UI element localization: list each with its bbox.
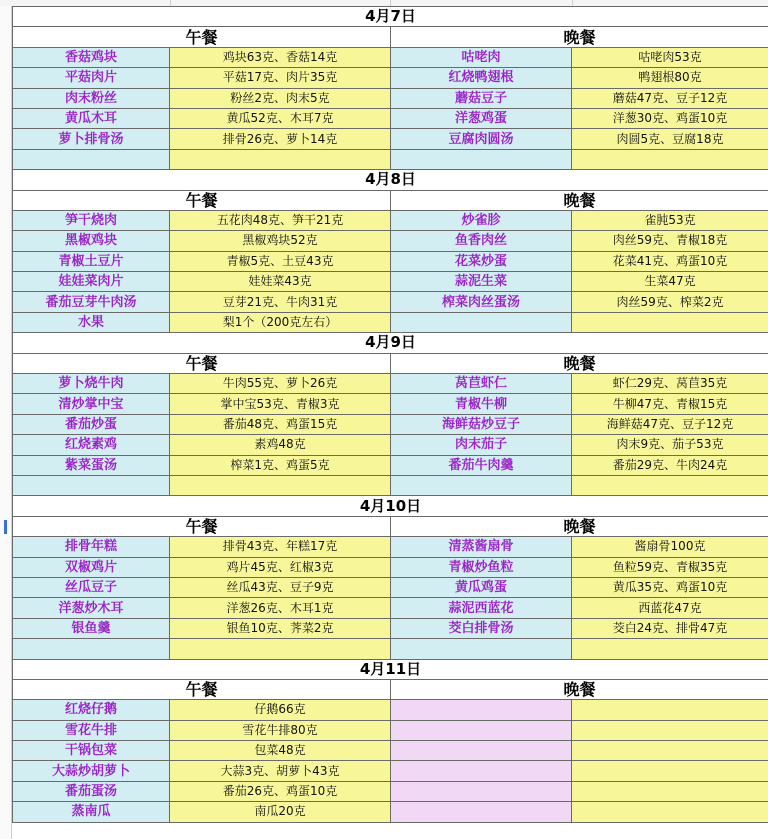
table-row	[13, 455, 768, 475]
table-row	[13, 577, 768, 597]
lunch-dish-cell[interactable]: 香菇鸡块	[13, 47, 170, 67]
lunch-ingredients-cell[interactable]: 包菜48克	[170, 741, 391, 761]
lunch-ingredients-cell[interactable]: 仔鹅66克	[170, 700, 391, 720]
dinner-dish-cell[interactable]: 青椒炒鱼粒	[391, 557, 572, 577]
lunch-ingredients-cell[interactable]: 青椒5克、土豆43克	[170, 251, 391, 271]
weekly-menu-table	[12, 6, 768, 823]
table-row	[13, 108, 768, 128]
lunch-ingredients-cell[interactable]: 豆芽21克、牛肉31克	[170, 292, 391, 312]
dinner-ingredients-cell[interactable]: 黄瓜35克、鸡蛋10克	[572, 577, 768, 597]
dinner-ingredients-cell[interactable]	[572, 720, 768, 740]
table-row	[13, 149, 768, 169]
dinner-header-cell[interactable]: 晚餐	[391, 353, 768, 373]
dinner-ingredients-cell[interactable]: 虾仁29克、莴苣35克	[572, 374, 768, 394]
lunch-dish-cell[interactable]: 笋干烧肉	[13, 210, 170, 230]
dinner-header-cell[interactable]: 晚餐	[391, 516, 768, 536]
date-row	[13, 7, 768, 27]
lunch-dish-cell[interactable]: 干锅包菜	[13, 741, 170, 761]
lunch-ingredients-cell[interactable]: 鸡片45克、红椒3克	[170, 557, 391, 577]
dinner-dish-cell[interactable]: 豆腐肉圆汤	[391, 129, 572, 149]
table-row	[13, 251, 768, 271]
lunch-dish-cell[interactable]: 紫菜蛋汤	[13, 455, 170, 475]
lunch-dish-cell[interactable]: 番茄炒蛋	[13, 414, 170, 434]
lunch-ingredients-cell[interactable]: 黑椒鸡块52克	[170, 231, 391, 251]
dinner-ingredients-cell[interactable]: 鱼粒59克、青椒35克	[572, 557, 768, 577]
dinner-header-cell[interactable]: 晚餐	[391, 679, 768, 699]
lunch-ingredients-cell[interactable]: 雪花牛排80克	[170, 720, 391, 740]
dinner-dish-cell[interactable]	[391, 149, 572, 169]
dinner-dish-cell[interactable]: 鱼香肉丝	[391, 231, 572, 251]
dinner-dish-cell[interactable]: 蒜泥生菜	[391, 272, 572, 292]
table-row	[13, 781, 768, 801]
dinner-ingredients-cell[interactable]	[572, 741, 768, 761]
lunch-ingredients-cell[interactable]: 南瓜20克	[170, 802, 391, 822]
dinner-ingredients-cell[interactable]: 肉丝59克、榨菜2克	[572, 292, 768, 312]
lunch-ingredients-cell[interactable]: 黄瓜52克、木耳7克	[170, 108, 391, 128]
menu-spreadsheet	[12, 6, 768, 823]
meal-header-row	[13, 516, 768, 536]
dinner-ingredients-cell[interactable]	[572, 312, 768, 332]
lunch-header-cell[interactable]: 午餐	[13, 190, 391, 210]
lunch-dish-cell[interactable]: 青椒土豆片	[13, 251, 170, 271]
lunch-ingredients-cell[interactable]: 洋葱26克、木耳1克	[170, 598, 391, 618]
dinner-dish-cell[interactable]	[391, 781, 572, 801]
dinner-dish-cell[interactable]: 海鲜菇炒豆子	[391, 414, 572, 434]
lunch-dish-cell[interactable]	[13, 475, 170, 495]
dinner-ingredients-cell[interactable]: 肉丝59克、青椒18克	[572, 231, 768, 251]
lunch-dish-cell[interactable]: 丝瓜豆子	[13, 577, 170, 597]
dinner-ingredients-cell[interactable]	[572, 802, 768, 822]
table-row	[13, 129, 768, 149]
table-row	[13, 435, 768, 455]
dinner-ingredients-cell[interactable]: 花菜41克、鸡蛋10克	[572, 251, 768, 271]
dinner-ingredients-cell[interactable]: 咕咾肉53克	[572, 47, 768, 67]
date-cell[interactable]: 4月7日	[13, 7, 768, 27]
dinner-dish-cell[interactable]: 肉末茄子	[391, 435, 572, 455]
dinner-dish-cell[interactable]: 炒雀胗	[391, 210, 572, 230]
table-row	[13, 700, 768, 720]
row-header-strip	[0, 6, 12, 839]
dinner-ingredients-cell[interactable]: 洋葱30克、鸡蛋10克	[572, 108, 768, 128]
dinner-ingredients-cell[interactable]	[572, 149, 768, 169]
lunch-header-cell[interactable]: 午餐	[13, 679, 391, 699]
lunch-dish-cell[interactable]	[13, 639, 170, 659]
dinner-ingredients-cell[interactable]	[572, 639, 768, 659]
table-row	[13, 47, 768, 67]
lunch-ingredients-cell[interactable]: 粉丝2克、肉末5克	[170, 88, 391, 108]
lunch-dish-cell[interactable]: 排骨年糕	[13, 537, 170, 557]
lunch-dish-cell[interactable]: 红烧仔鹅	[13, 700, 170, 720]
dinner-ingredients-cell[interactable]: 牛柳47克、青椒15克	[572, 394, 768, 414]
dinner-ingredients-cell[interactable]: 生菜47克	[572, 272, 768, 292]
table-row	[13, 292, 768, 312]
lunch-ingredients-cell[interactable]: 银鱼10克、荠菜2克	[170, 618, 391, 638]
dinner-dish-cell[interactable]: 洋葱鸡蛋	[391, 108, 572, 128]
dinner-dish-cell[interactable]: 蒜泥西蓝花	[391, 598, 572, 618]
dinner-ingredients-cell[interactable]	[572, 761, 768, 781]
date-cell[interactable]: 4月11日	[13, 659, 768, 679]
lunch-dish-cell[interactable]	[13, 149, 170, 169]
lunch-dish-cell[interactable]: 双椒鸡片	[13, 557, 170, 577]
dinner-ingredients-cell[interactable]: 鸭翅根80克	[572, 68, 768, 88]
table-row	[13, 374, 768, 394]
meal-header-row	[13, 27, 768, 47]
dinner-ingredients-cell[interactable]: 雀肫53克	[572, 210, 768, 230]
table-row	[13, 210, 768, 230]
lunch-ingredients-cell[interactable]: 梨1个（200克左右）	[170, 312, 391, 332]
dinner-dish-cell[interactable]: 红烧鸭翅根	[391, 68, 572, 88]
dinner-dish-cell[interactable]	[391, 639, 572, 659]
lunch-ingredients-cell[interactable]: 排骨43克、年糕17克	[170, 537, 391, 557]
lunch-dish-cell[interactable]: 萝卜烧牛肉	[13, 374, 170, 394]
dinner-dish-cell[interactable]	[391, 741, 572, 761]
dinner-ingredients-cell[interactable]: 酱扇骨100克	[572, 537, 768, 557]
lunch-ingredients-cell[interactable]: 素鸡48克	[170, 435, 391, 455]
meal-header-row	[13, 679, 768, 699]
meal-header-row	[13, 190, 768, 210]
dinner-dish-cell[interactable]	[391, 700, 572, 720]
date-cell[interactable]: 4月10日	[13, 496, 768, 516]
dinner-dish-cell[interactable]: 咕咾肉	[391, 47, 572, 67]
dinner-dish-cell[interactable]: 花菜炒蛋	[391, 251, 572, 271]
dinner-dish-cell[interactable]: 黄瓜鸡蛋	[391, 577, 572, 597]
date-cell[interactable]: 4月8日	[13, 170, 768, 190]
table-row	[13, 557, 768, 577]
dinner-dish-cell[interactable]	[391, 312, 572, 332]
table-row	[13, 394, 768, 414]
dinner-ingredients-cell[interactable]: 肉圆5克、豆腐18克	[572, 129, 768, 149]
table-row	[13, 312, 768, 332]
dinner-ingredients-cell[interactable]: 肉末9克、茄子53克	[572, 435, 768, 455]
dinner-ingredients-cell[interactable]: 海鲜菇47克、豆子12克	[572, 414, 768, 434]
table-row	[13, 414, 768, 434]
lunch-dish-cell[interactable]: 清炒掌中宝	[13, 394, 170, 414]
lunch-dish-cell[interactable]: 番茄蛋汤	[13, 781, 170, 801]
dinner-ingredients-cell[interactable]: 西蓝花47克	[572, 598, 768, 618]
dinner-header-cell[interactable]: 晚餐	[391, 27, 768, 47]
lunch-dish-cell[interactable]: 洋葱炒木耳	[13, 598, 170, 618]
table-row	[13, 272, 768, 292]
dinner-ingredients-cell[interactable]: 蘑菇47克、豆子12克	[572, 88, 768, 108]
lunch-header-cell[interactable]: 午餐	[13, 353, 391, 373]
lunch-dish-cell[interactable]: 蒸南瓜	[13, 802, 170, 822]
row-selection-marker	[4, 520, 7, 534]
dinner-ingredients-cell[interactable]	[572, 700, 768, 720]
table-row	[13, 68, 768, 88]
dinner-dish-cell[interactable]	[391, 761, 572, 781]
lunch-dish-cell[interactable]: 大蒜炒胡萝卜	[13, 761, 170, 781]
lunch-ingredients-cell[interactable]	[170, 475, 391, 495]
date-row	[13, 659, 768, 679]
date-row	[13, 333, 768, 353]
dinner-dish-cell[interactable]: 榨菜肉丝蛋汤	[391, 292, 572, 312]
lunch-ingredients-cell[interactable]: 五花肉48克、笋干21克	[170, 210, 391, 230]
table-row	[13, 639, 768, 659]
lunch-dish-cell[interactable]: 肉末粉丝	[13, 88, 170, 108]
table-row	[13, 741, 768, 761]
dinner-dish-cell[interactable]: 青椒牛柳	[391, 394, 572, 414]
dinner-ingredients-cell[interactable]	[572, 475, 768, 495]
lunch-dish-cell[interactable]: 银鱼羹	[13, 618, 170, 638]
dinner-header-cell[interactable]: 晚餐	[391, 190, 768, 210]
lunch-ingredients-cell[interactable]	[170, 639, 391, 659]
lunch-dish-cell[interactable]: 番茄豆芽牛肉汤	[13, 292, 170, 312]
lunch-ingredients-cell[interactable]: 大蒜3克、胡萝卜43克	[170, 761, 391, 781]
dinner-ingredients-cell[interactable]: 番茄29克、牛肉24克	[572, 455, 768, 475]
dinner-dish-cell[interactable]	[391, 475, 572, 495]
dinner-dish-cell[interactable]: 番茄牛肉羹	[391, 455, 572, 475]
lunch-ingredients-cell[interactable]: 丝瓜43克、豆子9克	[170, 577, 391, 597]
lunch-ingredients-cell[interactable]: 鸡块63克、香菇14克	[170, 47, 391, 67]
lunch-dish-cell[interactable]: 水果	[13, 312, 170, 332]
dinner-dish-cell[interactable]	[391, 720, 572, 740]
lunch-ingredients-cell[interactable]: 平菇17克、肉片35克	[170, 68, 391, 88]
date-row	[13, 496, 768, 516]
meal-header-row	[13, 353, 768, 373]
date-row	[13, 170, 768, 190]
table-row	[13, 88, 768, 108]
lunch-ingredients-cell[interactable]: 番茄26克、鸡蛋10克	[170, 781, 391, 801]
lunch-ingredients-cell[interactable]: 娃娃菜43克	[170, 272, 391, 292]
lunch-dish-cell[interactable]: 黑椒鸡块	[13, 231, 170, 251]
lunch-ingredients-cell[interactable]	[170, 149, 391, 169]
lunch-dish-cell[interactable]: 黄瓜木耳	[13, 108, 170, 128]
lunch-ingredients-cell[interactable]: 排骨26克、萝卜14克	[170, 129, 391, 149]
table-row	[13, 761, 768, 781]
dinner-ingredients-cell[interactable]: 茭白24克、排骨47克	[572, 618, 768, 638]
lunch-dish-cell[interactable]: 娃娃菜肉片	[13, 272, 170, 292]
table-row	[13, 231, 768, 251]
date-cell[interactable]: 4月9日	[13, 333, 768, 353]
lunch-ingredients-cell[interactable]: 榨菜1克、鸡蛋5克	[170, 455, 391, 475]
table-row	[13, 802, 768, 822]
dinner-dish-cell[interactable]: 蘑菇豆子	[391, 88, 572, 108]
lunch-dish-cell[interactable]: 红烧素鸡	[13, 435, 170, 455]
lunch-ingredients-cell[interactable]: 掌中宝53克、青椒3克	[170, 394, 391, 414]
lunch-ingredients-cell[interactable]: 牛肉55克、萝卜26克	[170, 374, 391, 394]
dinner-dish-cell[interactable]: 清蒸酱扇骨	[391, 537, 572, 557]
table-row	[13, 537, 768, 557]
dinner-dish-cell[interactable]: 莴苣虾仁	[391, 374, 572, 394]
table-row	[13, 598, 768, 618]
lunch-ingredients-cell[interactable]: 番茄48克、鸡蛋15克	[170, 414, 391, 434]
dinner-dish-cell[interactable]	[391, 802, 572, 822]
dinner-dish-cell[interactable]: 茭白排骨汤	[391, 618, 572, 638]
dinner-ingredients-cell[interactable]	[572, 781, 768, 801]
lunch-dish-cell[interactable]: 萝卜排骨汤	[13, 129, 170, 149]
lunch-dish-cell[interactable]: 平菇肉片	[13, 68, 170, 88]
table-row	[13, 618, 768, 638]
table-row	[13, 720, 768, 740]
table-row	[13, 475, 768, 495]
lunch-header-cell[interactable]: 午餐	[13, 27, 391, 47]
lunch-dish-cell[interactable]: 雪花牛排	[13, 720, 170, 740]
lunch-header-cell[interactable]: 午餐	[13, 516, 391, 536]
